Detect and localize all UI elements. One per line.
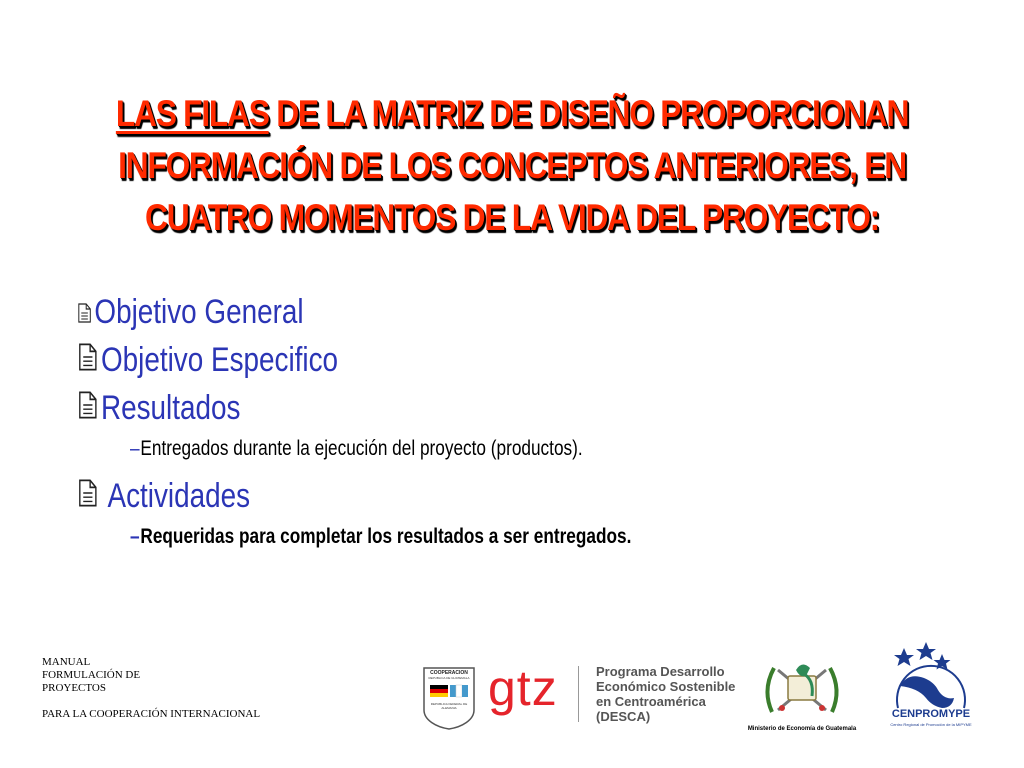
sub-dash: – — [130, 525, 140, 548]
sub-bullet-text: Entregados durante la ejecución del proyecto (productos). — [140, 437, 583, 460]
desca-logo — [596, 664, 735, 724]
cooperacion-logo — [422, 666, 476, 730]
logo-divider — [578, 666, 579, 722]
title-line-2: INFORMACIÓN DE LOS CONCEPTOS ANTERIORES, EN — [118, 145, 906, 186]
footer-line: PROYECTOS — [42, 682, 106, 694]
desca-line: en Centroamérica — [596, 694, 706, 709]
sub-bullet — [130, 432, 825, 466]
slide-title — [106, 88, 918, 244]
coop-top-text: COOPERACION — [430, 670, 468, 676]
cenpromype-subtitle: Centro Regional de Promoción de la MIPYME — [890, 722, 972, 727]
bullet-item — [78, 288, 816, 336]
gtz-logo: gtz — [488, 660, 558, 716]
title-line-1: DE LA MATRIZ DE DISEÑO PROPORCIONAN — [268, 93, 909, 134]
guatemala-coat-of-arms — [747, 650, 857, 740]
footer-text — [42, 656, 260, 721]
bullet-label: Resultados — [100, 388, 241, 427]
mineco-caption: Ministerio de Economía de Guatemala — [747, 726, 857, 732]
title-line-3: CUATRO MOMENTOS DE LA VIDA DEL PROYECTO: — [145, 197, 879, 238]
bullet-list — [78, 288, 978, 554]
bullet-label: Objetivo General — [94, 292, 304, 331]
document-icon — [78, 477, 98, 516]
logo-strip — [420, 636, 1010, 746]
bullet-item — [78, 384, 816, 432]
bullet-label: Objetivo Especifico — [100, 340, 339, 379]
cenpromype-name: CENPROMYPE — [891, 708, 971, 720]
bullet-item — [78, 336, 816, 384]
footer-line: MANUAL — [42, 656, 91, 668]
document-icon — [78, 293, 91, 332]
footer-line: PARA LA COOPERACIÓN INTERNACIONAL — [42, 708, 261, 720]
sub-dash: – — [130, 437, 140, 460]
desca-line: Programa Desarrollo — [596, 664, 725, 679]
cenpromype-logo — [876, 638, 986, 734]
footer-line: FORMULACIÓN DE — [42, 669, 141, 681]
document-icon — [78, 341, 98, 380]
desca-line: (DESCA) — [596, 709, 651, 724]
bullet-item — [78, 472, 816, 520]
document-icon — [78, 389, 98, 428]
title-underlined: LAS FILAS — [115, 93, 269, 134]
coop-bottom-text: REPUBLICA FEDERAL DE ALEMANIA — [430, 702, 468, 710]
sub-bullet-text: Requeridas para completar los resultados a ser entregados. — [140, 525, 632, 548]
bullet-label: Actividades — [107, 476, 251, 515]
desca-line: Económico Sostenible — [596, 679, 736, 694]
coop-mid-text: REPUBLICA DE GUATEMALA — [428, 676, 470, 680]
sub-bullet — [130, 520, 825, 554]
